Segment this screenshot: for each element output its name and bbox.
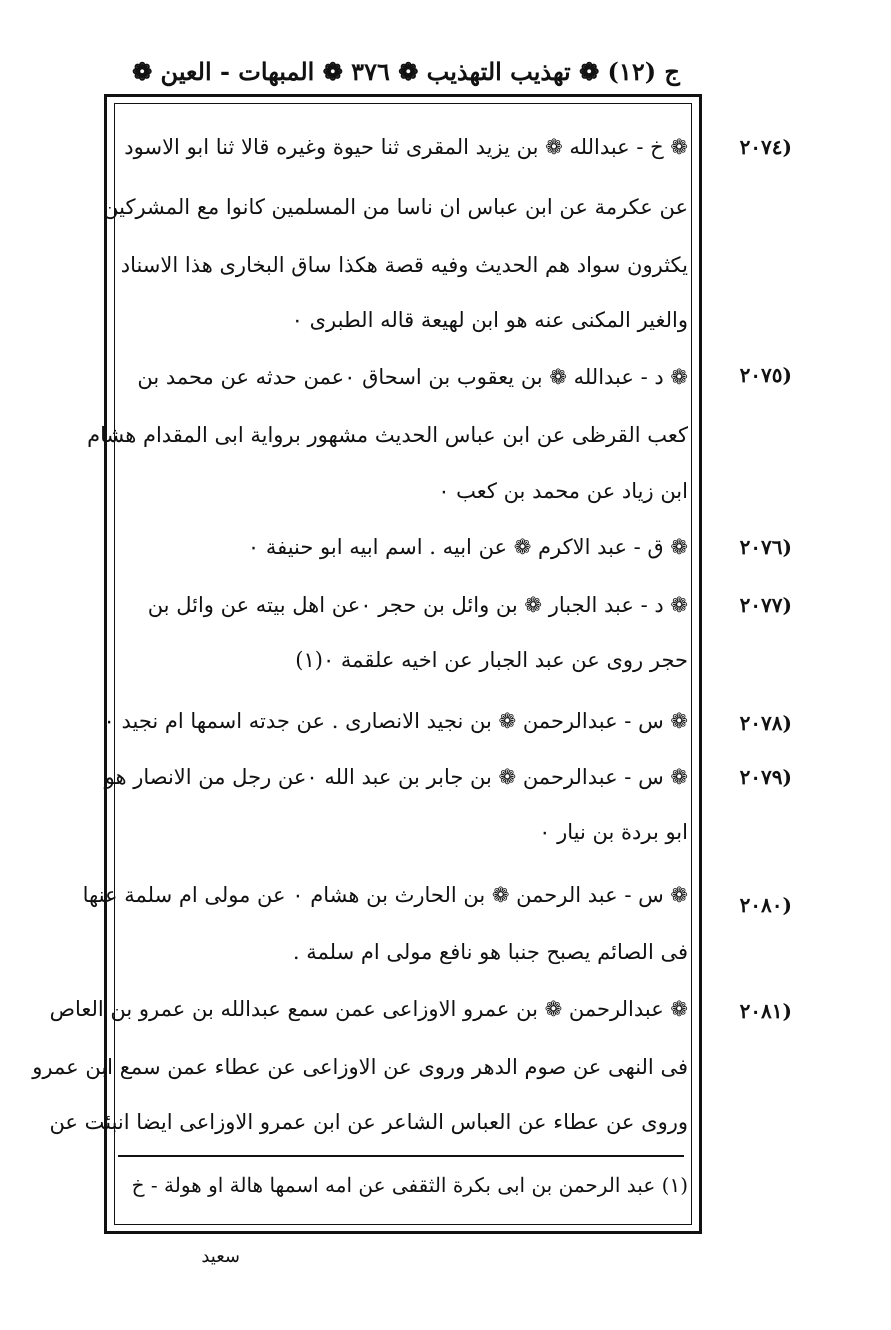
entry-number: (٢٠٨١ xyxy=(739,999,792,1023)
running-header: ج (١٢) ❁ تهذيب التهذيب ❁ ٣٧٦ ❁ المبهات - العين ❁ xyxy=(132,57,680,86)
entry-line: يكثرون سواد هم الحديث وفيه قصة هكذا ساق البخارى هذا الاسناد xyxy=(120,253,688,277)
entry-number: (٢٠٧٥ xyxy=(739,363,792,387)
footnote-rule xyxy=(118,1155,684,1157)
entry-number: (٢٠٧٤ xyxy=(739,135,792,159)
entry-number: (٢٠٧٩ xyxy=(739,765,792,789)
entry-line: فى النهى عن صوم الدهر وروى عن الاوزاعى عن عطاء عمن سمع ابن عمرو xyxy=(32,1055,688,1079)
entry-line: حجر روى عن عبد الجبار عن اخيه علقمة ٠(١) xyxy=(295,648,688,672)
catchword: سعيد xyxy=(201,1246,240,1267)
entry-line: ❁ س - عبدالرحمن ❁ بن جابر بن عبد الله ٠عن رجل من الانصار هو xyxy=(104,765,688,789)
entry-line: ❁ د - عبد الجبار ❁ بن وائل بن حجر ٠عن اهل بيته عن وائل بن xyxy=(147,593,688,617)
entry-number: (٢٠٧٦ xyxy=(739,535,792,559)
entry-line: ❁ س - عبدالرحمن ❁ بن نجيد الانصارى . عن جدته اسمها ام نجيد ٠ xyxy=(103,709,688,733)
entry-line: وروى عن عطاء عن العباس الشاعر عن ابن عمرو الاوزاعى ايضا انبئت عن xyxy=(49,1110,688,1134)
entry-number: (٢٠٧٨ xyxy=(739,711,792,735)
entry-line: ❁ ق - عبد الاكرم ❁ عن ابيه . اسم ابيه ابو حنيفة ٠ xyxy=(247,535,688,559)
entry-number: (٢٠٧٧ xyxy=(739,593,792,617)
entry-line: ابن زياد عن محمد بن كعب ٠ xyxy=(438,479,688,503)
entry-line: فى الصائم يصبح جنبا هو نافع مولى ام سلمة . xyxy=(292,940,688,964)
entry-line: ❁ د - عبدالله ❁ بن يعقوب بن اسحاق ٠عمن حدثه عن محمد بن xyxy=(137,365,688,389)
entry-line: ❁ عبدالرحمن ❁ بن عمرو الاوزاعى عمن سمع عبدالله بن عمرو بن العاص xyxy=(49,997,688,1021)
entry-line: ❁ خ - عبدالله ❁ بن يزيد المقرى ثنا حيوة وغيره قالا ثنا ابو الاسود xyxy=(124,135,688,159)
footnote: (١) عبد الرحمن بن ابى بكرة الثقفى عن امه اسمها هالة او هولة - خ xyxy=(131,1173,688,1197)
entry-line: والغير المكنى عنه هو ابن لهيعة قاله الطبرى ٠ xyxy=(291,308,688,332)
entry-line: ❁ س - عبد الرحمن ❁ بن الحارث بن هشام ٠ عن مولى ام سلمة عنها xyxy=(82,883,688,907)
entry-line: كعب القرظى عن ابن عباس الحديث مشهور برواية ابى المقدام هشام xyxy=(87,423,688,447)
entry-number: (٢٠٨٠ xyxy=(739,893,792,917)
entry-line: عن عكرمة عن ابن عباس ان ناسا من المسلمين كانوا مع المشركين xyxy=(103,195,688,219)
entry-line: ابو بردة بن نيار ٠ xyxy=(539,820,688,844)
